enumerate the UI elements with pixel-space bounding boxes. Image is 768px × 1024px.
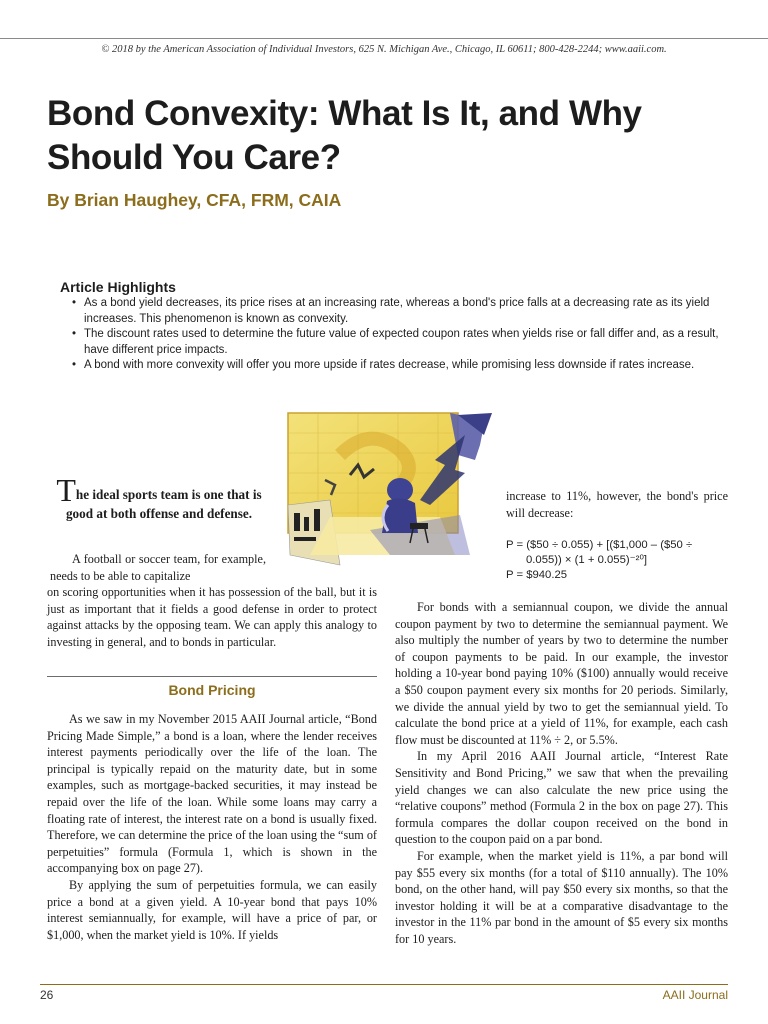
formula-line: P = ($50 ÷ 0.055) + [($1,000 – ($50 ÷	[506, 539, 693, 551]
paragraph: on scoring opportunities when it has possession of the ball, but it is just as important that it fields a good defense in order to protect against attacks by the opposing team. We can apply this analogy to investing in general, and to bonds in particular.	[47, 585, 377, 649]
article-illustration	[270, 405, 496, 570]
price-formula	[506, 538, 728, 583]
paragraph: increase to 11%, however, the bond's price will decrease:	[506, 489, 728, 520]
highlights-heading: Article Highlights	[60, 279, 176, 295]
col2-body	[395, 599, 728, 947]
copyright-notice: © 2018 by the American Association of Individual Investors, 625 N. Michigan Ave., Chicago, IL 60611; 800-428-2244; www.aaii.com.	[101, 44, 667, 55]
paragraph: As we saw in my November 2015 AAII Journal article, “Bond Pricing Made Simple,” a bond is a loan, where the lender receives interest payments periodically over the life of the loan. The principal is typically repaid on the maturity date, but in some examples, such as mortgage-backed securities, it may instead be repaid over the life of the loan. While some loans may carry a floating rate of interest, the interest rate on a bond is usually fixed. Therefore, we can determine the price of the loan using the “sum of perpetuities” formula (Formula 1, which is shown in the accompanying box on page 27).	[47, 712, 377, 876]
article-title: Bond Convexity: What Is It, and Why Should You Care?	[47, 94, 642, 177]
col1-top-rest	[47, 584, 377, 650]
highlights-list	[72, 296, 728, 374]
journal-name: AAII Journal	[662, 988, 728, 1002]
section-rule	[47, 676, 377, 677]
footer-rule	[40, 984, 728, 985]
page-number: 26	[40, 988, 54, 1002]
intro-lead	[50, 472, 268, 523]
intro-lead-text: he ideal sports team is one that is good at both offense and defense.	[65, 487, 262, 521]
highlight-item: • A bond with more convexity will offer you more upside if rates decrease, while promising less downside if rates increase.	[72, 358, 728, 374]
article-byline: By Brian Haughey, CFA, FRM, CAIA	[47, 190, 342, 210]
formula-line: 0.055)) × (1 + 0.055)⁻²⁰]	[526, 554, 648, 566]
paragraph: For bonds with a semiannual coupon, we divide the annual coupon payment by two to determine the semiannual payment. We also multiply the number of years by two to determine the number of coupon payments to be paid. In our example, the investor holding a 10-year bond paying 10% ($100) annually would receive a $50 coupon payment every six months for 20 periods. Similarly, we divide the annual yield by two to get the semiannual yield. To calculate the bond price at a yield of 11%, for example, each cash flow must be discounted at 11% ÷ 2, or 5.5%.	[395, 600, 728, 747]
col1-body	[47, 711, 377, 943]
drop-cap: T	[56, 472, 76, 508]
highlight-item: • The discount rates used to determine the future value of expected coupon rates when yields rise or fall differ and, as a result, have different price impacts.	[72, 327, 728, 358]
header-rule	[0, 38, 768, 39]
highlight-item: • As a bond yield decreases, its price rises at an increasing rate, whereas a bond's price falls at a decreasing rate as its yield increases. This phenomenon is known as convexity.	[72, 296, 728, 327]
paragraph: For example, when the market yield is 11%, a par bond will pay $55 every six months (for a total of $110 annually). The 10% bond, on the other hand, will pay $50 every six months, so that the investor holding it will be at a comparative disadvantage to the investor in the 11% par bond in the amount of $5 every six months for 10 years.	[395, 848, 728, 946]
paragraph: A football or soccer team, for example, needs to be able to capitalize	[50, 552, 266, 583]
paragraph: In my April 2016 AAII Journal article, “Interest Rate Sensitivity and Bond Pricing,” we saw that when the prevailing yield changes we can also calculate the new price using the “relative coupons” method (Formula 2 in the box on page 27). This formula compares the dollar coupon received on the bond in question to the coupon paid on a par bond.	[395, 749, 728, 847]
section-heading: Bond Pricing	[168, 682, 256, 698]
col1-top-narrow	[50, 551, 266, 584]
col2-continuation	[506, 488, 728, 521]
formula-line: P = $940.25	[506, 569, 568, 581]
paragraph: By applying the sum of perpetuities formula, we can easily price a bond at a given yield. A 10-year bond that pays 10% interest semiannually, for example, will have a price of par, or $1,000, when the market yield is 10%. If yields	[47, 877, 377, 942]
